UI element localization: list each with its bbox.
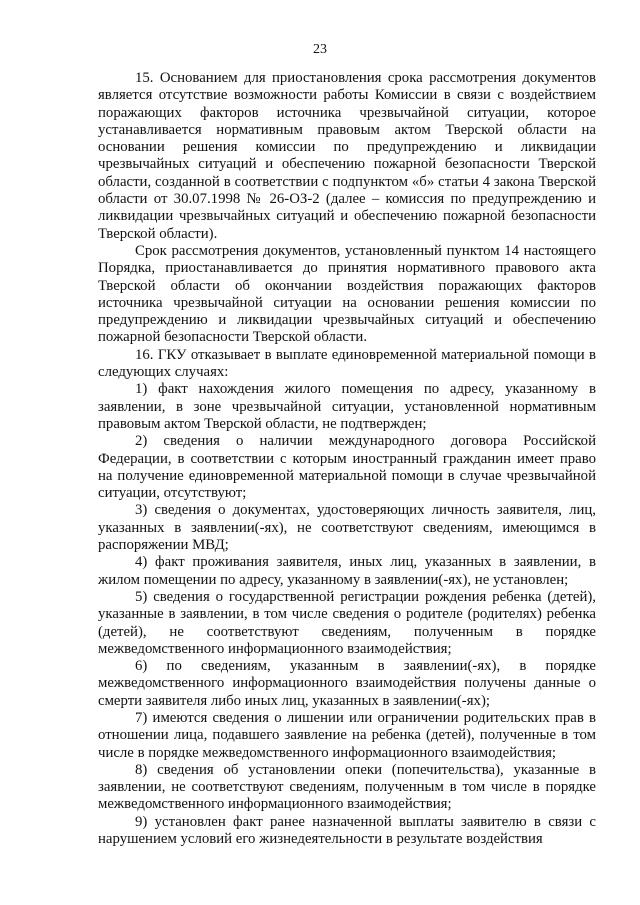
list-item-6: 6) по сведениям, указанным в заявлении(-ях), в порядке межведомственного информационного взаимодействия получены данные о смерти заявителя либо иных лиц, указанных в заявлении(-ях); [98,658,596,709]
paragraph-16: 16. ГКУ отказывает в выплате единовременной материальной помощи в следующих случаях: [98,346,596,381]
paragraph-15: 15. Основанием для приостановления срока рассмотрения документов является отсутствие возможности работы Комиссии в связи с воздействием поражающих факторов источника чрезвычайной ситуации, которое устанавливается нормативным правовым актом Тверской области на основании решения комиссии по предупреждению и ликвидации чрезвычайных ситуаций и обеспечению пожарной безопасности Тверской области, созданной в соответствии с подпунктом «б» статьи 4 закона Тверской области от 30.07.1998 № 26-ОЗ-2 (далее – комиссия по предупреждению и ликвидации чрезвычайных ситуаций и обеспечению пожарной безопасности Тверской области). [98,70,596,242]
list-item-5: 5) сведения о государственной регистрации рождения ребенка (детей), указанные в заявлении, в том числе сведения о родителе (родителях) ребенка (детей), не соответствуют сведениям, полученным в порядке межведомственного информационного взаимодействия; [98,588,596,657]
list-item-2: 2) сведения о наличии международного договора Российской Федерации, в соответствии с которым иностранный гражданин имеет право на получение единовременной материальной помощи в случае чрезвычайной ситуации, отсутствуют; [98,433,596,502]
list-item-8: 8) сведения об установлении опеки (попечительства), указанные в заявлении, не соответствуют сведениям, полученным в том числе в порядке межведомственного информационного взаимодействия; [98,761,596,813]
list-item-9: 9) установлен факт ранее назначенной выплаты заявителю в связи с нарушением условий его жизнедеятельности в результате воздействия [98,813,596,848]
document-body [98,70,596,848]
list-item-4: 4) факт проживания заявителя, иных лиц, указанных в заявлении, в жилом помещении по адресу, указанному в заявлении(-ях), не установлен; [98,554,596,588]
paragraph-review-term: Срок рассмотрения документов, установленный пунктом 14 настоящего Порядка, приостанавливается до принятия нормативного правового акта Тверской области об окончании воздействия поражающих факторов источника чрезвычайной ситуации на основании решения комиссии по предупреждению и ликвидации чрезвычайных ситуаций и обеспечению пожарной безопасности Тверской области. [98,242,596,346]
list-item-7: 7) имеются сведения о лишении или ограничении родительских прав в отношении лица, подавшего заявление на ребенка (детей), полученные в том числе в порядке межведомственного информационного взаимодействия; [98,709,596,761]
list-item-3: 3) сведения о документах, удостоверяющих личность заявителя, лиц, указанных в заявлении(-ях), не соответствуют сведениям, имеющимся в распоряжении МВД; [98,502,596,554]
page-number: 23 [313,42,327,57]
list-item-1: 1) факт нахождения жилого помещения по адресу, указанному в заявлении, в зоне чрезвычайной ситуации, установленной нормативным правовым актом Тверской области, не подтвержден; [98,381,596,432]
